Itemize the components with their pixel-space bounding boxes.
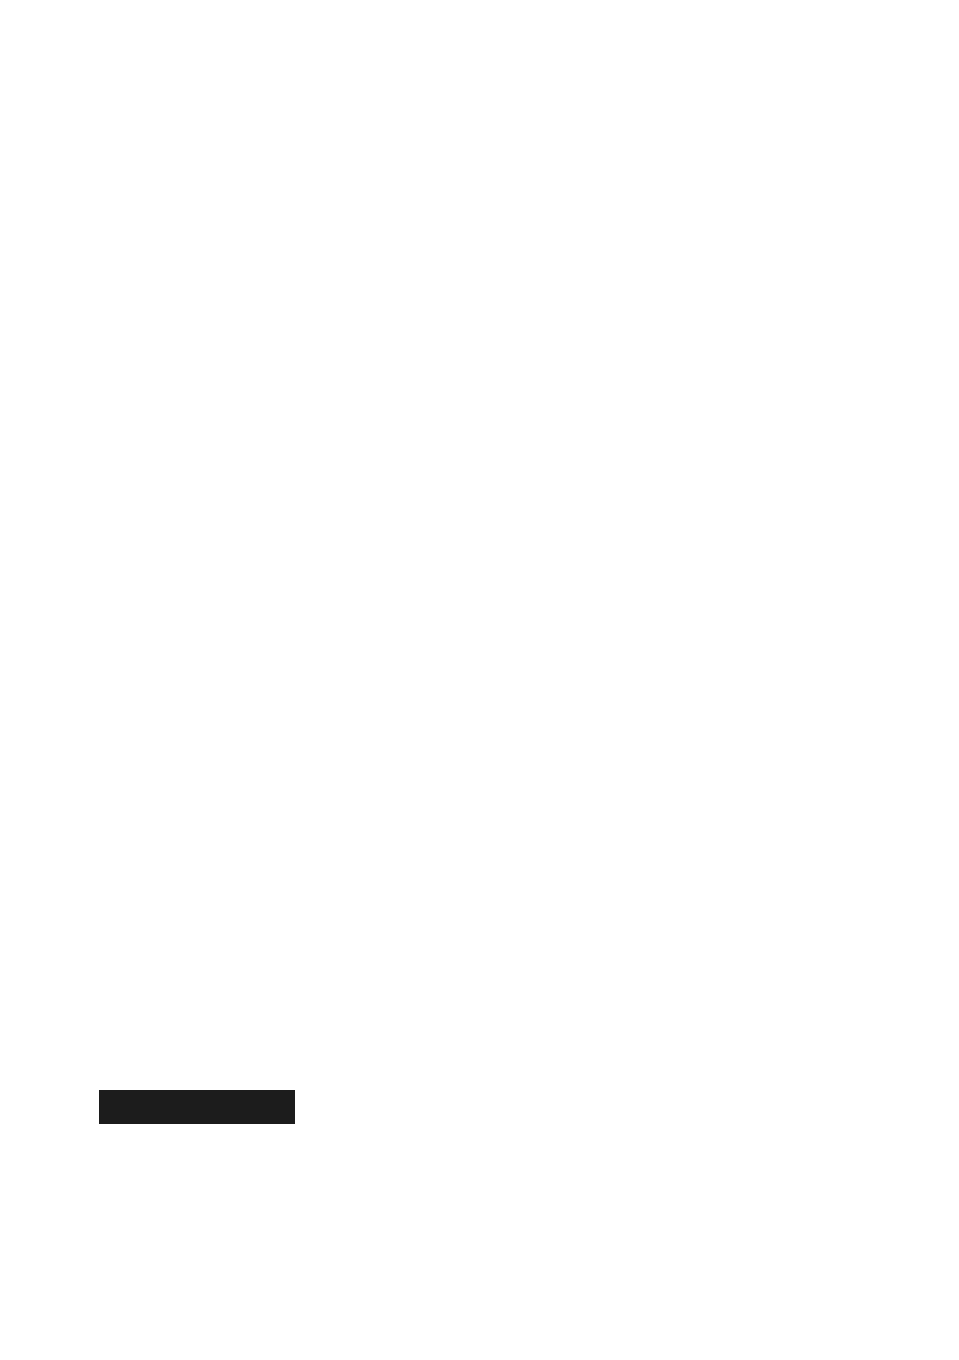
isbn-barcode-block (99, 1124, 295, 1270)
barcode-graphic (115, 1146, 287, 1246)
decorative-pattern-top (0, 0, 959, 220)
price-tag (99, 1090, 295, 1124)
tribal-pattern-top-graphic (0, 0, 959, 220)
